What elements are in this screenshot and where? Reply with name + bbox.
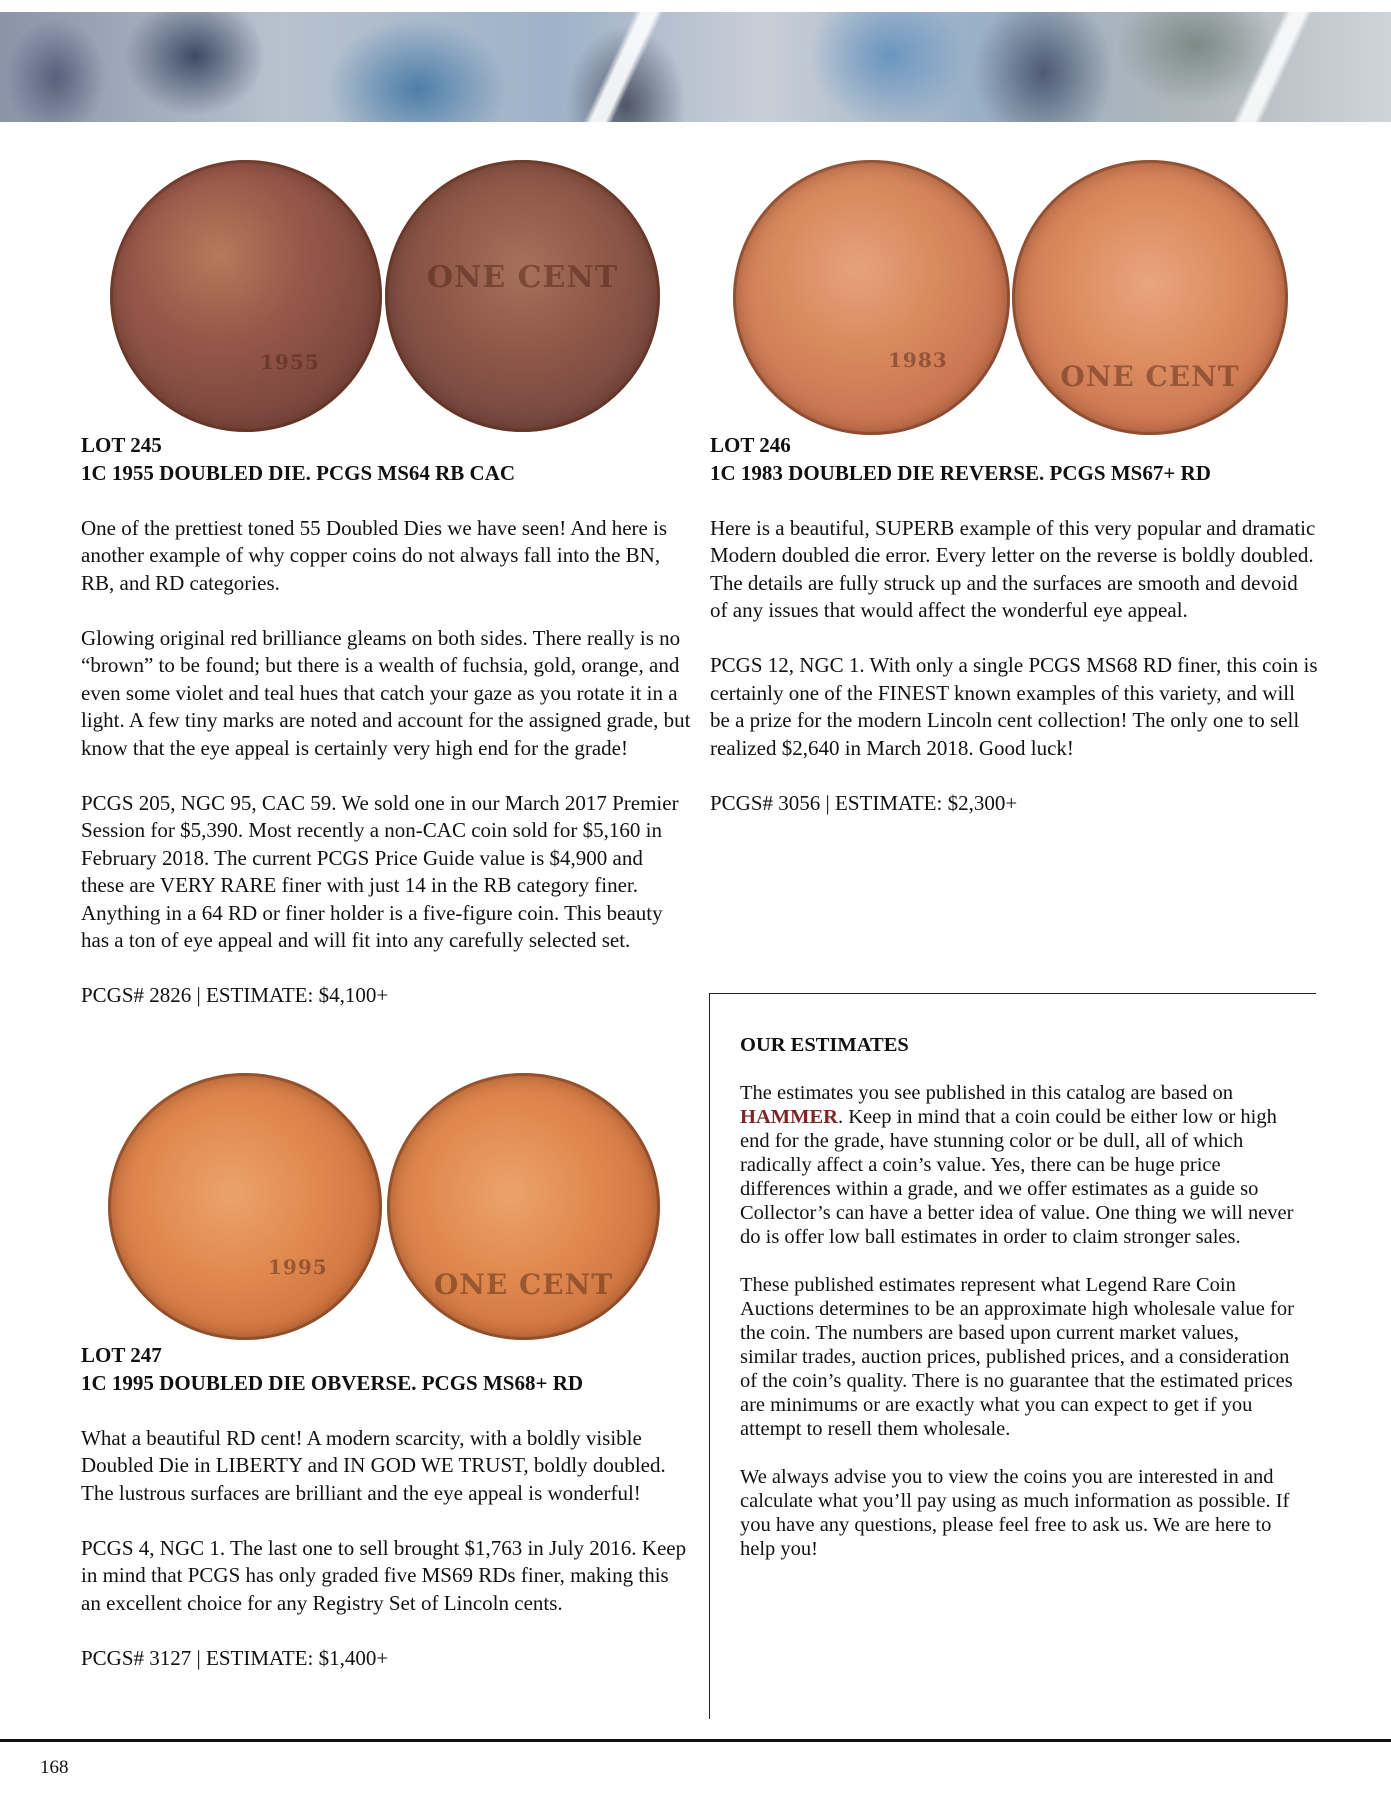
lot-title: 1C 1983 DOUBLED DIE REVERSE. PCGS MS67+ RD bbox=[710, 460, 1211, 485]
lot-number: LOT 246 bbox=[710, 433, 791, 457]
lot-number: LOT 247 bbox=[81, 1343, 162, 1367]
coin-reverse-image bbox=[385, 160, 660, 432]
lot-estimate: PCGS# 3127 | ESTIMATE: $1,400+ bbox=[81, 1645, 389, 1670]
lot-number: LOT 245 bbox=[81, 433, 162, 457]
estimates-paragraph-2: These published estimates represent what Legend Rare Coin Auctions determines to be an approximate high wholesale value for the coin. The numbers are based upon current market values, similar trades, auction prices, published prices, and a consideration of the coin’s quality. There is no guarantee that the estimated prices are minimums or are exactly what you can expect to get if you attempt to resell them wholesale. bbox=[740, 1274, 1294, 1440]
lot-description: One of the prettiest toned 55 Doubled Dies we have seen! And here is another example of why copper coins do not always fall into the BN, RB, and RD categories. bbox=[81, 515, 668, 595]
coin-obverse-image bbox=[108, 1073, 382, 1340]
lot-description: What a beautiful RD cent! A modern scarcity, with a boldly visible Doubled Die in LIBERTY and IN GOD WE TRUST, boldly doubled. The lustrous surfaces are brilliant and the eye appeal is wonderful! bbox=[81, 1425, 666, 1505]
coin-denomination-label: ONE CENT bbox=[433, 1268, 614, 1301]
coin-obverse-image bbox=[733, 160, 1010, 435]
lot-title: 1C 1995 DOUBLED DIE OBVERSE. PCGS MS68+ RD bbox=[81, 1370, 584, 1395]
coin-obverse-image bbox=[110, 160, 382, 432]
coin-reverse-image bbox=[1012, 160, 1288, 435]
lot-description: Glowing original red brilliance gleams on both sides. There really is no “brown” to be found; but there is a wealth of fuchsia, gold, orange, and even some violet and teal hues that catch your gaze as you rotate it in a light. A few tiny marks are noted and account for the assigned grade, but know that the eye appeal is certainly very high end for the grade! bbox=[81, 625, 691, 760]
coin-denomination-label: ONE CENT bbox=[426, 260, 619, 295]
lot-estimate: PCGS# 3056 | ESTIMATE: $2,300+ bbox=[710, 790, 1018, 815]
lot-estimate: PCGS# 2826 | ESTIMATE: $4,100+ bbox=[81, 983, 389, 1007]
lot-description: PCGS 4, NGC 1. The last one to sell brought $1,763 in July 2016. Keep in mind that PCGS has only graded five MS69 RDs finer, making this an excellent choice for any Registry Set of Lincoln cents. bbox=[81, 1535, 687, 1615]
estimates-text: . Keep in mind that a coin could be either low or high end for the grade, have stunning color or be dull, all of which radically affect a coin’s value. Yes, there can be huge price differences within a grade, and we offer estimates as a guide so Collector’s can have a better idea of value. One thing we will never do is offer low ball estimates in order to claim stronger sales. bbox=[740, 1106, 1294, 1248]
coin-denomination-label: ONE CENT bbox=[1060, 360, 1240, 393]
header-banner bbox=[0, 12, 1391, 122]
lot-description: Here is a beautiful, SUPERB example of this very popular and dramatic Modern doubled die error. Every letter on the reverse is boldly doubled. The details are fully struck up and the surfaces are smooth and devoid of any issues that would affect the wonderful eye appeal. bbox=[710, 515, 1316, 622]
footer-divider bbox=[0, 1739, 1391, 1742]
estimates-text: The estimates you see published in this catalog are based on bbox=[740, 1082, 1234, 1104]
estimates-paragraph-3: We always advise you to view the coins you are interested in and calculate what you’ll pay using as much information as possible. If you have any questions, please feel free to ask us. We are here to help you! bbox=[740, 1466, 1290, 1560]
lot-description: PCGS 12, NGC 1. With only a single PCGS MS68 RD finer, this coin is certainly one of the FINEST known examples of this variety, and will be a prize for the modern Lincoln cent collection! The only one to sell realized $2,640 in March 2018. Good luck! bbox=[710, 653, 1318, 760]
coin-date-label: 1955 bbox=[260, 350, 320, 374]
coin-reverse-image bbox=[387, 1073, 660, 1340]
our-estimates-box bbox=[709, 993, 1316, 1719]
estimates-paragraph-1 bbox=[740, 1081, 1300, 1249]
estimates-heading: OUR ESTIMATES bbox=[740, 1034, 909, 1056]
lot-title: 1C 1955 DOUBLED DIE. PCGS MS64 RB CAC bbox=[81, 460, 516, 485]
coin-date-label: 1995 bbox=[268, 1255, 328, 1279]
page-number: 168 bbox=[40, 1757, 69, 1778]
lot-description: PCGS 205, NGC 95, CAC 59. We sold one in our March 2017 Premier Session for $5,390. Most recently a non-CAC coin sold for $5,160 in February 2018. The current PCGS Price Guide value is $4,900 and these are VERY RARE finer with just 14 in the RB category finer. Anything in a 64 RD or finer holder is a five-figure coin. This beauty has a ton of eye appeal and will fit into any carefully selected set. bbox=[81, 790, 679, 952]
hammer-highlight: HAMMER bbox=[740, 1106, 838, 1128]
coin-date-label: 1983 bbox=[888, 348, 948, 372]
